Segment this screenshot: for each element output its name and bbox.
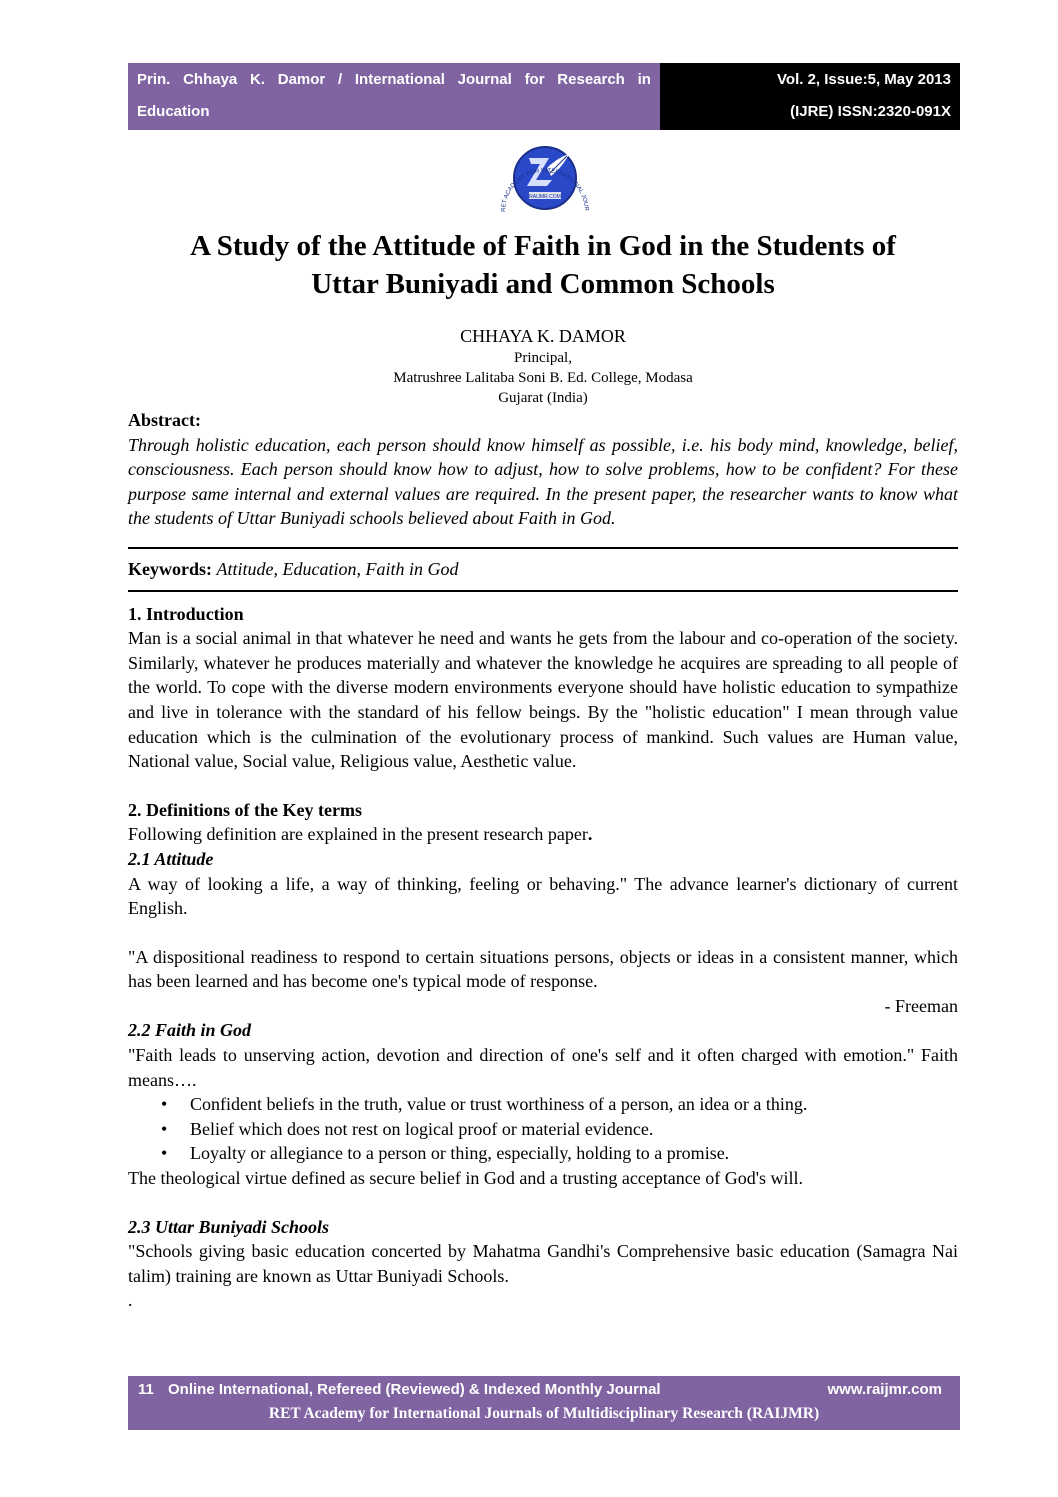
intro-heading: 1. Introduction: [128, 603, 244, 624]
header-word: International: [354, 71, 445, 88]
header-word: Chhaya: [183, 71, 238, 88]
header-issn: (IJRE) ISSN:2320-091X: [790, 103, 951, 120]
definitions-heading: 2. Definitions of the Key terms: [128, 799, 362, 820]
faith-bullet-2: • Belief which does not rest on logical proof or material evidence.: [128, 1117, 958, 1142]
buniyadi-text: "Schools giving basic education concerted by Mahatma Gandhi's Comprehensive basic education (Samagra Nai talim) training are known as Uttar Buniyadi Schools.: [128, 1241, 958, 1286]
faith-text: "Faith leads to unserving action, devotion and direction of one's self and it often charged with emotion." Faith means….: [128, 1045, 958, 1090]
header-author-journal-line1: [137, 69, 651, 101]
header-word: in: [637, 71, 651, 88]
divider-top: [128, 547, 958, 549]
abstract-text: Through holistic education, each person should know himself as possible, i.e. his body mind, knowledge, belief, consciousness. Each person should know how to adjust, how to solve problems, how to be confident? For these purpose same internal and external values are required. In the present paper, the researcher wants to know what the students of Uttar Buniyadi schools believed about Faith in God.: [128, 434, 958, 529]
header-volume-issue: Vol. 2, Issue:5, May 2013: [777, 71, 951, 88]
header-word: /: [337, 71, 343, 88]
author-role: Principal,: [514, 350, 572, 366]
paper-title-line2: Uttar Buniyadi and Common Schools: [311, 268, 775, 300]
definitions-intro-text: Following definition are explained in the present research paper: [128, 824, 588, 845]
raijmr-logo-icon: [489, 134, 601, 224]
footer-line1: [138, 1381, 950, 1403]
author-name: CHHAYA K. DAMOR: [460, 326, 626, 346]
faith-bullet-1: • Confident beliefs in the truth, value or trust worthiness of a person, an idea or a thing.: [128, 1092, 958, 1117]
header-word: Prin.: [137, 71, 171, 88]
logo-center-text: RAIJMR.COM: [529, 194, 561, 200]
footer-academy: RET Academy for International Journals of Multidisciplinary Research (RAIJMR): [268, 1405, 820, 1422]
intro-text: Man is a social animal in that whatever he need and wants he gets from the labour and co-operation of the society. Similarly, whatever he produces materially and whatever the knowledge he acquires are spreading to all people of the world. To cope with the diverse modern environments everyone should have holistic education to sympathize and live in tolerance with the standard of his fellow beings. By the "holistic education" I mean through value education which is the culmination of the evolutionary process of mankind. Such values are Human value, National value, Social value, Religious value, Aesthetic value.: [128, 628, 958, 772]
attitude-attribution: - Freeman: [884, 995, 958, 1016]
header-word: Journal: [457, 71, 512, 88]
footer-url-link[interactable]: www.raijmr.com: [827, 1381, 942, 1398]
paper-title: [128, 227, 958, 303]
header-author-journal-line2: Education: [137, 103, 210, 120]
journal-footer: [128, 1376, 960, 1430]
footer-journal-text: Online International, Refereed (Reviewed) & Indexed Monthly Journal: [168, 1381, 661, 1398]
faith-bullet-list: [128, 1092, 958, 1166]
stray-dot: .: [128, 1290, 133, 1311]
page-number: 11: [138, 1381, 154, 1398]
attitude-definition-1: A way of looking a life, a way of thinking, feeling or behaving." The advance learner's dictionary of current English.: [128, 873, 958, 919]
header-word: K.: [250, 71, 265, 88]
header-word: Research: [557, 71, 625, 88]
attitude-heading: 2.1 Attitude: [128, 848, 214, 869]
keywords-line: [128, 557, 958, 582]
faith-bullet-3: • Loyalty or allegiance to a person or thing, especially, holding to a promise.: [128, 1141, 958, 1166]
author-block: [128, 324, 958, 408]
paper-body: [128, 408, 958, 1313]
journal-header-left: [128, 63, 660, 130]
journal-header-right: [660, 63, 960, 130]
faith-after-text: The theological virtue defined as secure belief in God and a trusting acceptance of God's will.: [128, 1168, 803, 1189]
faith-heading: 2.2 Faith in God: [128, 1020, 252, 1041]
logo-ring-text: RET ACADEMY FOR INTERNATIONAL JOUR: [500, 167, 590, 213]
keywords-text: Attitude, Education, Faith in God: [216, 558, 459, 579]
paper-title-line1: A Study of the Attitude of Faith in God in the Students of: [190, 230, 896, 262]
author-institution: Matrushree Lalitaba Soni B. Ed. College, Modasa: [393, 370, 693, 386]
header-word: Damor: [277, 71, 326, 88]
definitions-intro: [128, 822, 958, 847]
divider-bottom: [128, 590, 958, 592]
buniyadi-heading: 2.3 Uttar Buniyadi Schools: [128, 1216, 330, 1237]
keywords-label: Keywords:: [128, 558, 212, 579]
attitude-definition-2: "A dispositional readiness to respond to certain situations persons, objects or ideas in a consistent manner, which has been learned and has become one's typical mode of response.: [128, 946, 958, 992]
definitions-intro-period: .: [587, 824, 593, 845]
abstract-heading: Abstract:: [128, 410, 201, 430]
header-word: for: [524, 71, 545, 88]
author-location: Gujarat (India): [498, 390, 588, 406]
